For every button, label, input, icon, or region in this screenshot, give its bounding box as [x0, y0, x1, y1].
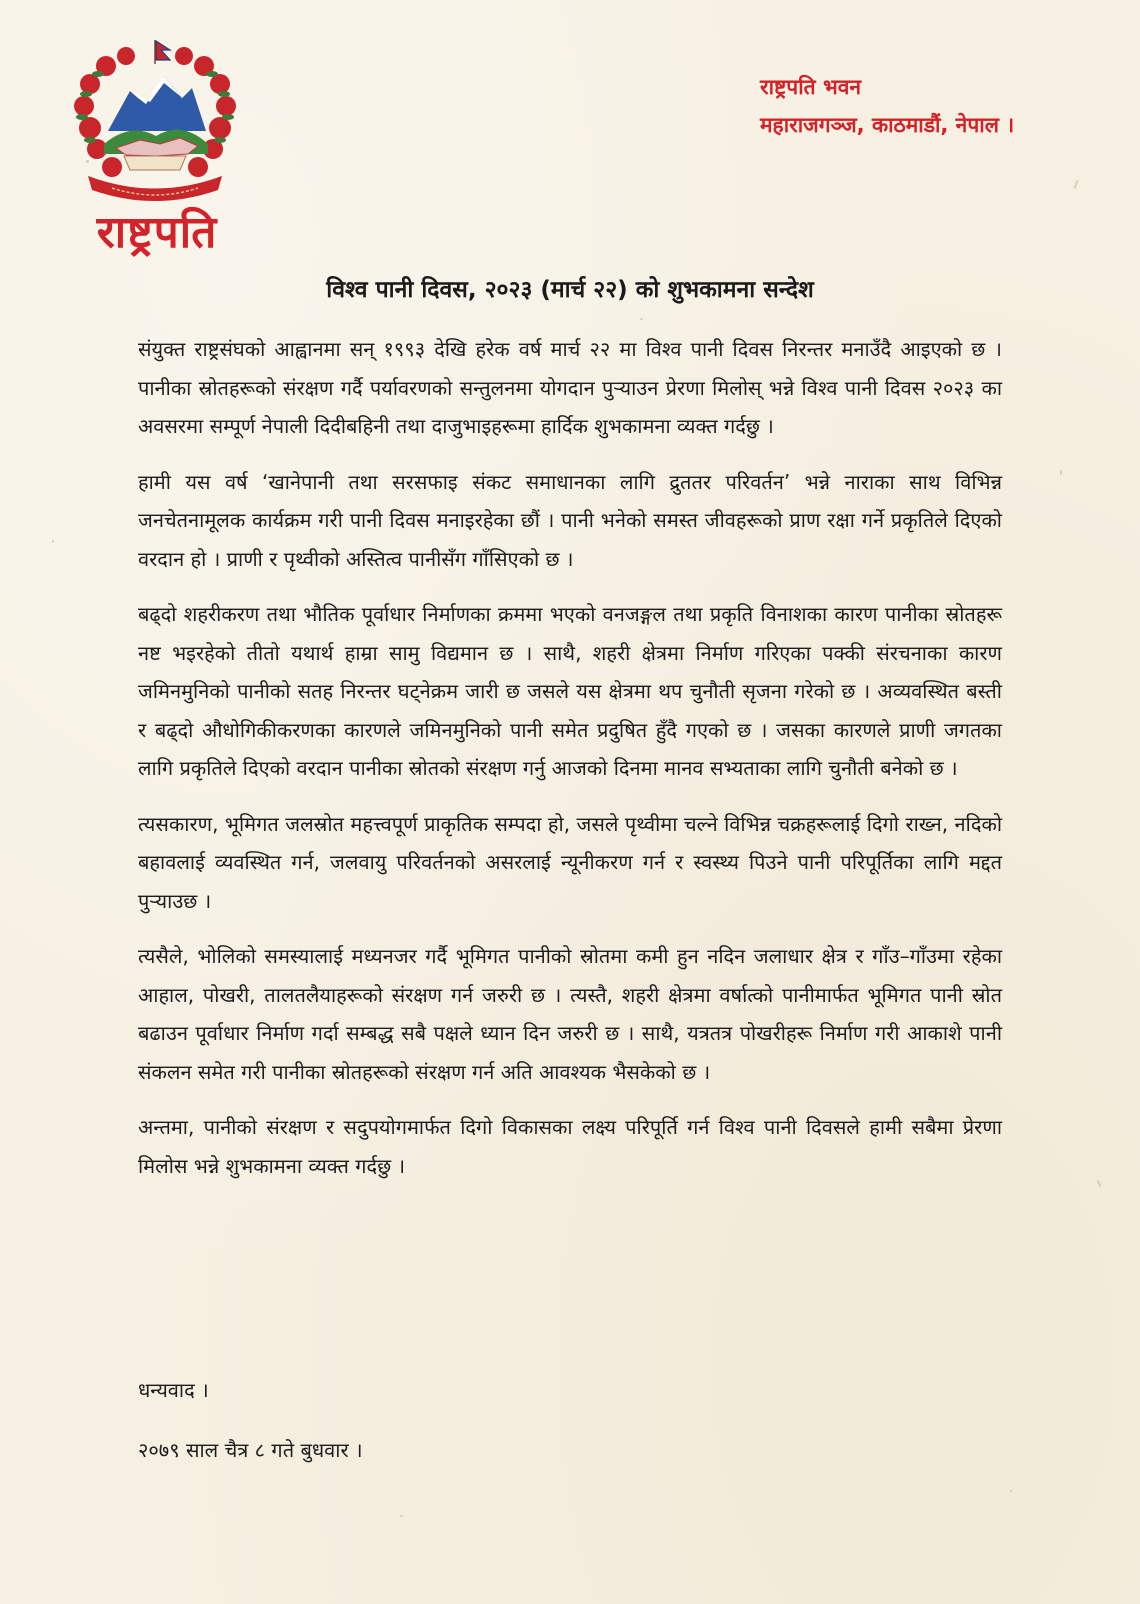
- paper-fleck: [52, 540, 54, 543]
- paper-fleck: [400, 1515, 403, 1517]
- seal-title: राष्ट्रपति: [96, 207, 218, 258]
- nepal-national-emblem-icon: [60, 36, 250, 211]
- closing-thanks: धन्यवाद ।: [138, 1378, 209, 1402]
- document-title: विश्व पानी दिवस, २०२३ (मार्च २२) को शुभकामना सन्देश: [326, 277, 814, 303]
- address-line-2: महाराजगञ्ज, काठमाडौं, नेपाल ।: [760, 113, 1015, 137]
- paper-fleck: [1074, 180, 1079, 189]
- address-line-1: राष्ट्रपति भवन: [760, 75, 862, 99]
- paper-fleck: [640, 318, 643, 320]
- paragraph: बढ्दो शहरीकरण तथा भौतिक पूर्वाधार निर्माणका क्रममा भएको वनजङ्गल तथा प्रकृति विनाशका कारण पानीका स्रोतहरू नष्ट भइरहेको तीतो यथार्थ हाम्रा सामु विद्यमान छ । साथै, शहरी क्षेत्रमा निर्माण गरिएका पक्की संरचनाका कारण जमिनमुनिको पानीको सतह निरन्तर घट्नेक्रम जारी छ जसले यस क्षेत्रमा थप चुनौती सृजना गरेको छ । अव्यवस्थित बस्ती र बढ्दो औधोगिकीकरणका कारणले जमिनमुनिको पानी समेत प्रदुषित हुँदै गएको छ । जसका कारणले प्राणी जगतका लागि प्रकृतिले दिएको वरदान पानीका स्रोतको संरक्षण गर्नु आजको दिनमा मानव सभ्यताका लागि चुनौती बनेको छ ।: [138, 602, 1002, 780]
- paper-fleck: [1010, 1490, 1012, 1492]
- letter-body: [138, 330, 1002, 1202]
- paragraph: त्यसकारण, भूमिगत जलस्रोत महत्त्वपूर्ण प्राकृतिक सम्पदा हो, जसले पृथ्वीमा चल्ने विभिन्न चक्रहरूलाई दिगो राख्न, नदिको बहावलाई व्यवस्थित गर्न, जलवायु परिवर्तनको असरलाई न्यूनीकरण गर्न र स्वस्थ्य पिउने पानी परिपूर्तिका लागि मद्दत पुऱ्याउछ ।: [138, 811, 1002, 913]
- paragraph: त्यसैले, भोलिको समस्यालाई मध्यनजर गर्दै भूमिगत पानीको स्रोतमा कमी हुन नदिन जलाधार क्षेत्र र गाँउ–गाँउमा रहेका आहाल, पोखरी, तालतलैयाहरूको संरक्षण गर्न जरुरी छ । त्यस्तै, शहरी क्षेत्रमा वर्षात्को पानीमार्फत भूमिगत पानी स्रोत बढाउन पूर्वाधार निर्माण गर्दा सम्बद्ध सबै पक्षले ध्यान दिन जरुरी छ । साथै, यत्रतत्र पोखरीहरू निर्माण गरी आकाशे पानी संकलन समेत गरी पानीका स्रोतहरूको संरक्षण गर्न अति आवश्यक भैसकेको छ ।: [138, 944, 1002, 1084]
- paragraph: हामी यस वर्ष ‘खानेपानी तथा सरसफाइ संकट समाधानका लागि द्रुततर परिवर्तन’ भन्ने नाराका साथ विभिन्न जनचेतनामूलक कार्यक्रम गरी पानी दिवस मनाइरहेका छौं । पानी भनेको समस्त जीवहरूको प्राण रक्षा गर्ने प्रकृतिले दिएको वरदान हो । प्राणी र पृथ्वीको अस्तित्व पानीसँग गाँसिएको छ ।: [138, 469, 1002, 571]
- paper-fleck: [1060, 470, 1062, 475]
- letter-date: २०७९ साल चैत्र ८ गते बुधवार ।: [138, 1438, 363, 1462]
- paper-fleck: [1097, 1180, 1102, 1187]
- letterhead-address: [760, 68, 1014, 144]
- paragraph: अन्तमा, पानीको संरक्षण र सदुपयोगमार्फत दिगो विकासका लक्ष्य परिपूर्ति गर्न विश्व पानी दिवसले हामी सबैमा प्रेरणा मिलोस भन्ने शुभकामना व्यक्त गर्दछु ।: [138, 1115, 1002, 1178]
- paragraph: संयुक्त राष्ट्रसंघको आह्वानमा सन् १९९३ देखि हरेक वर्ष मार्च २२ मा विश्व पानी दिवस निरन्तर मनाउँदै आइएको छ । पानीका स्रोतहरूको संरक्षण गर्दै पर्यावरणको सन्तुलनमा योगदान पुऱ्याउन प्रेरणा मिलोस् भन्ने विश्व पानी दिवस २०२३ का अवसरमा सम्पूर्ण नेपाली दिदीबहिनी तथा दाजुभाइहरूमा हार्दिक शुभकामना व्यक्त गर्दछु ।: [138, 337, 1002, 438]
